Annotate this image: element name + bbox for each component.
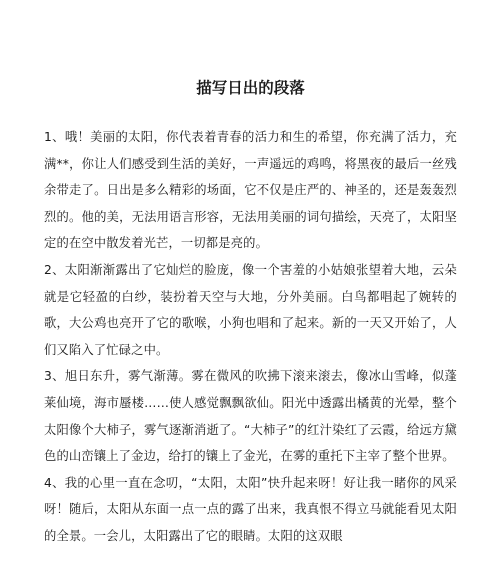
paragraph-3: 3、旭日东升，雾气渐薄。雾在微风的吹拂下滚来滚去，像冰山雪峰，似蓬莱仙境，海市蜃楼……使人感觉飘飘欲仙。阳光中透露出橘黄的光晕，整个太阳像个大柿子，雾气逐渐消逝了。“大柿子”的红汁染红了云霞，给远方黛色的山峦镶上了金边，给打的镶上了金光，在雾的重托下主宰了整个世界。: [44, 369, 457, 464]
paragraph-4: 4、我的心里一直在念叨，“太阳，太阳”快升起来呀！好让我一睹你的风采呀！随后，太阳从东面一点一点的露了出来，我真恨不得立马就能看见太阳的全景。一会儿，太阳露出了它的眼睛。太阳的这双眼: [44, 475, 457, 543]
paragraph-2: 2、太阳渐渐露出了它灿烂的脸庞，像一个害羞的小姑娘张望着大地，云朵就是它轻盈的白纱，装扮着天空与大地，分外美丽。白鸟都唱起了婉转的歌，大公鸡也亮开了它的歌喉，小狗也唱和了起来。新的一天又开始了，人们又陷入了忙碌之中。: [44, 262, 457, 357]
document-body: [44, 124, 457, 550]
document-title: 描写日出的段落: [196, 79, 305, 97]
paragraph-1: 1、哦！美丽的太阳，你代表着青春的活力和生的希望，你充满了活力，充满**，你让人们感受到生活的美好，一声遥远的鸡鸣，将黑夜的最后一丝残余带走了。日出是多么精彩的场面，它不仅是庄严的、神圣的，还是轰轰烈烈的。他的美，无法用语言形容，无法用美丽的词句描绘，天亮了，太阳坚定的在空中散发着光芒，一切都是亮的。: [44, 130, 457, 251]
